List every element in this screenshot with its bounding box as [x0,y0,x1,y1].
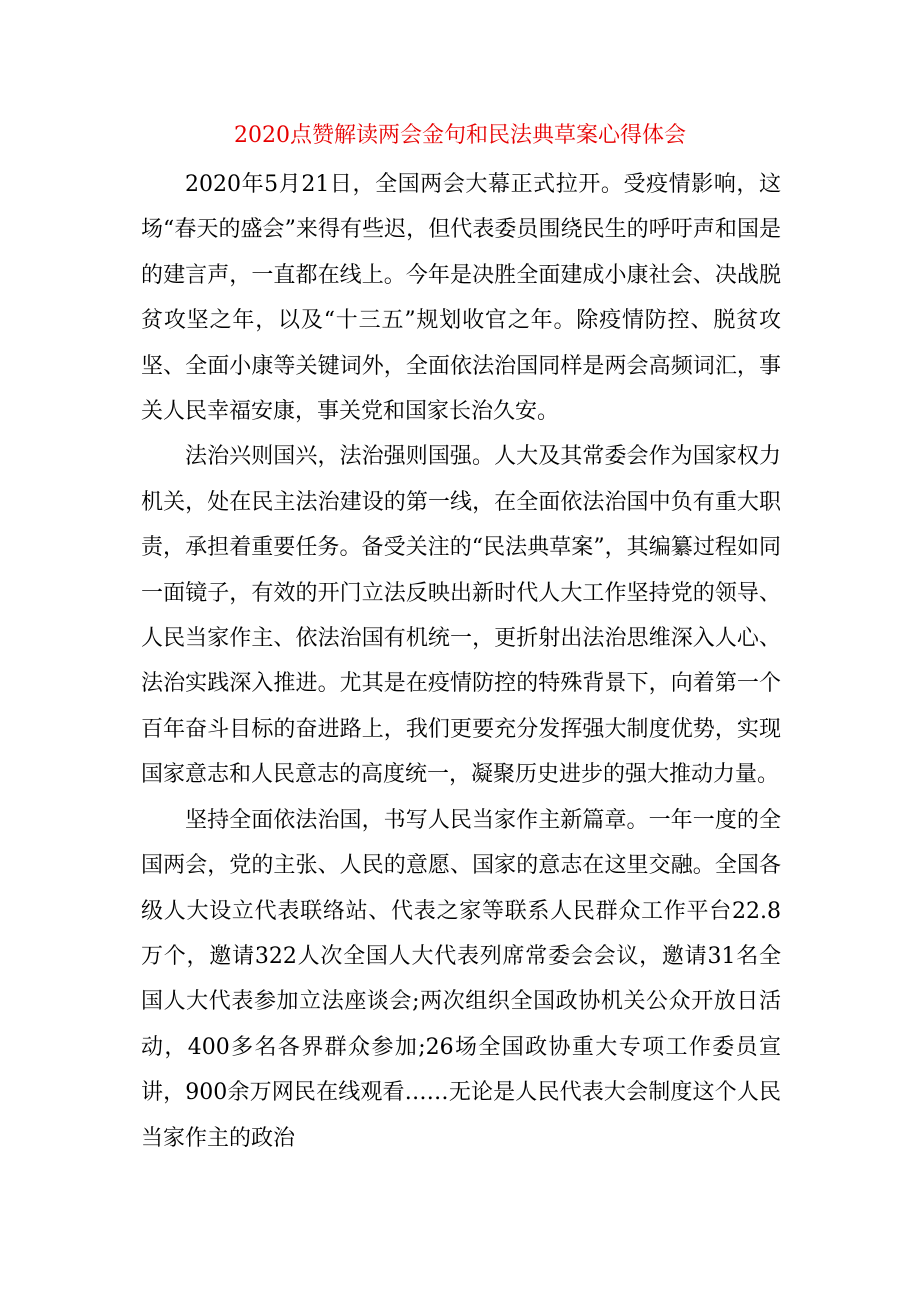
paragraph-1: 2020年5月21日，全国两会大幕正式拉开。受疫情影响，这场“春天的盛会”来得有些迟，但代表委员围绕民生的呼吁声和国是的建言声，一直都在线上。今年是决胜全面建成小康社会、决战脱贫攻坚之年，以及“十三五”规划收官之年。除疫情防控、脱贫攻坚、全面小康等关键词外，全面依法治国同样是两会高频词汇，事关人民幸福安康，事关党和国家长治久安。 [141,172,781,425]
paragraph-3: 坚持全面依法治国，书写人民当家作主新篇章。一年一度的全国两会，党的主张、人民的意愿、国家的意志在这里交融。全国各级人大设立代表联络站、代表之家等联系人民群众工作平台22.8万个，邀请322人次全国人大代表列席常委会会议，邀请31名全国人大代表参加立法座谈会;两次组织全国政协机关公众开放日活动，400多名各界群众参加;26场全国政协重大专项工作委员宣讲，900余万网民在线观看……无论是人民代表大会制度这个人民当家作主的政治 [141,807,781,1151]
paragraph-2: 法治兴则国兴，法治强则国强。人大及其常委会作为国家权力机关，处在民主法治建设的第一线，在全面依法治国中负有重大职责，承担着重要任务。备受关注的“民法典草案”，其编纂过程如同一面镜子，有效的开门立法反映出新时代人大工作坚持党的领导、人民当家作主、依法治国有机统一，更折射出法治思维深入人心、法治实践深入推进。尤其是在疫情防控的特殊背景下，向着第一个百年奋斗目标的奋进路上，我们更要充分发挥强大制度优势，实现国家意志和人民意志的高度统一，凝聚历史进步的强大推动力量。 [141,444,781,788]
document-title: 2020点赞解读两会金句和民法典草案心得体会 [234,123,686,148]
document-body [141,162,781,1161]
